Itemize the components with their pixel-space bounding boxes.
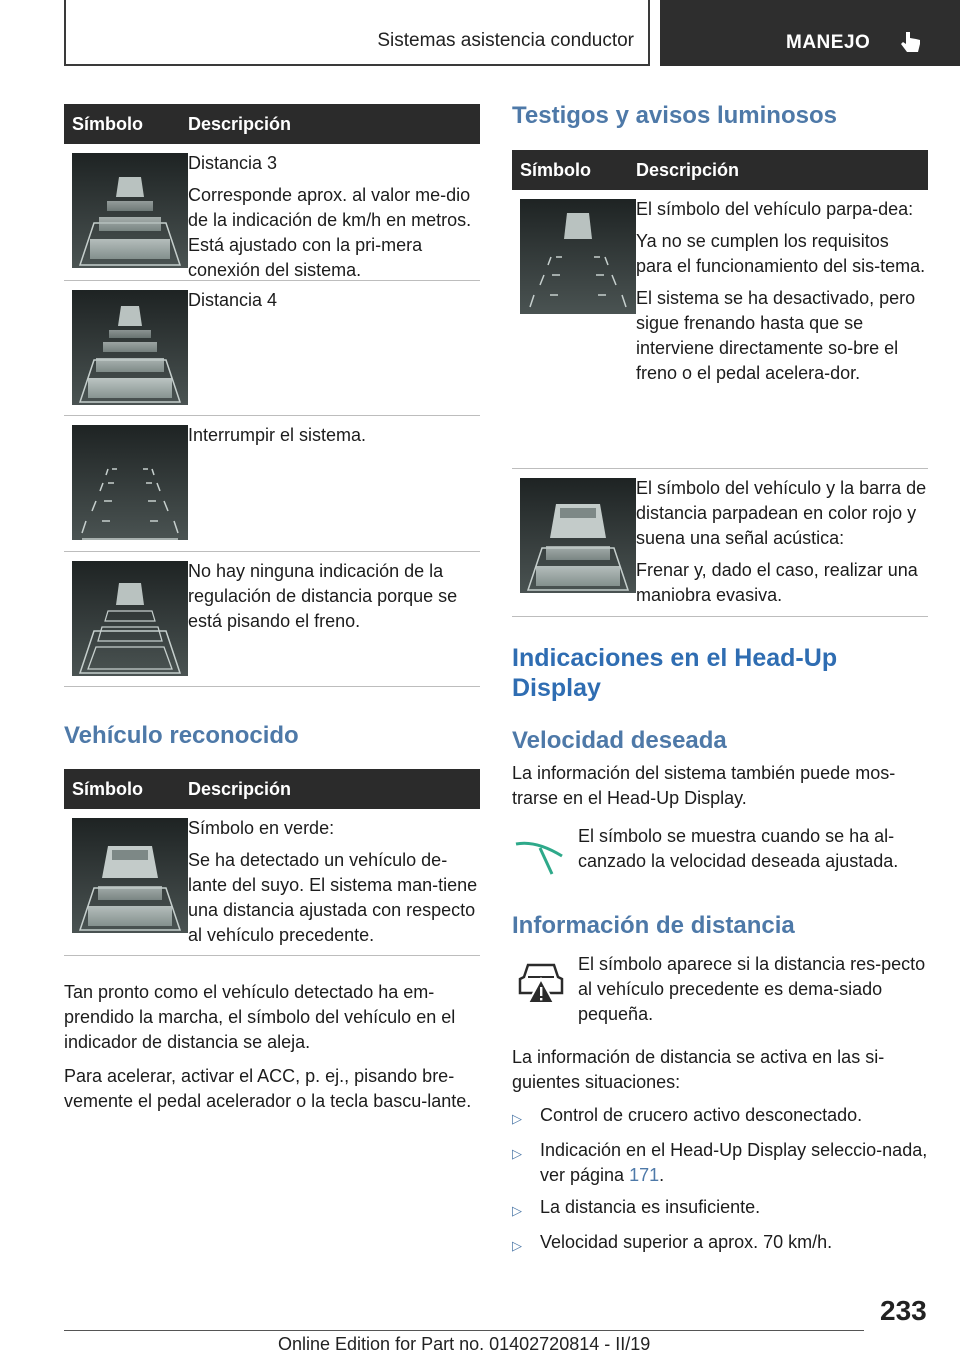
col-symbol: Símbolo	[520, 159, 591, 180]
vehicle-flashing-symbol-icon	[520, 199, 636, 314]
brake-active-symbol-icon	[72, 561, 188, 676]
row-text-1: El símbolo del vehículo y la barra de distancia parpadean en color rojo y suena una señal acústica:	[636, 478, 927, 548]
heading-distance-info: Información de distancia	[512, 912, 795, 939]
col-description: Descripción	[636, 159, 740, 180]
page-link[interactable]: 171	[629, 1165, 660, 1185]
heading-vehicle-detected: Vehículo reconocido	[64, 722, 299, 749]
speed-marker-icon	[514, 838, 564, 878]
distance-section-body	[512, 1045, 928, 1265]
heading-desired-speed: Velocidad deseada	[512, 727, 727, 754]
bullet-marker: ▷	[512, 1146, 522, 1161]
table-row	[512, 469, 928, 617]
list-item-text-end: .	[659, 1165, 665, 1185]
car-warning-icon	[516, 957, 566, 1007]
row-text-1: Distancia 3	[188, 153, 278, 173]
vehicle-detected-symbol-icon	[72, 818, 188, 933]
chapter-title: MANEJO	[786, 32, 871, 53]
row-text-1: No hay ninguna indicación de la regulación de distancia porque se está pisando el freno.	[188, 561, 458, 631]
col-symbol: Símbolo	[72, 113, 143, 134]
table-row	[64, 552, 480, 687]
list-item-text-part: Indicación en el Head-Up Display seleccio-nada, ver página	[540, 1140, 928, 1185]
bullet-marker: ▷	[512, 1238, 522, 1253]
row-text-2: Corresponde aprox. al valor me-dio de la indicación de km/h en metros. Está ajustado con la pri-mera conexión del sistema.	[188, 185, 472, 280]
row-text-2: Frenar y, dado el caso, realizar una maniobra evasiva.	[636, 560, 918, 605]
list-item	[512, 1103, 928, 1131]
footer-divider	[64, 1330, 864, 1331]
list-item-text: La distancia es insuficiente.	[540, 1197, 761, 1217]
row-text-1: Símbolo en verde:	[188, 818, 335, 838]
table-header	[64, 769, 480, 809]
paragraph: La información del sistema también puede mos-trarse en el Head-Up Display.	[512, 763, 896, 808]
row-text-1: Interrumpir el sistema.	[188, 425, 367, 445]
row-text-2: Se ha detectado un vehículo de-lante del suyo. El sistema man-tiene una distancia ajustada con respecto al vehículo precedente.	[188, 850, 478, 945]
page-number: 233	[880, 1295, 927, 1326]
bullet-marker: ▷	[512, 1203, 522, 1218]
distance-3-symbol-icon	[72, 153, 188, 268]
hand-pointer-icon	[900, 30, 922, 56]
warnings-table	[512, 150, 928, 617]
vehicle-and-bar-flashing-symbol-icon	[520, 478, 636, 593]
paragraph: La información de distancia se activa en las si-guientes situaciones:	[512, 1047, 885, 1092]
list-item	[512, 1230, 928, 1258]
table-header	[64, 104, 480, 144]
heading-hud: Indicaciones en el Head-Up Display	[512, 644, 838, 702]
paragraph: Tan pronto como el vehículo detectado ha em-prendido la marcha, el símbolo del vehículo en el indicador de distancia se aleja.	[64, 982, 456, 1052]
bullet-marker: ▷	[512, 1111, 522, 1126]
speed-icon-text: El símbolo se muestra cuando se ha al-canzado la velocidad deseada ajustada.	[578, 826, 899, 871]
header-section	[64, 0, 650, 66]
header-chapter	[660, 0, 960, 66]
distance-symbols-table	[64, 104, 480, 687]
edition-note: Online Edition for Part no. 01402720814 - II/19	[278, 1334, 651, 1354]
table-row	[64, 416, 480, 552]
distance-icon-text: El símbolo aparece si la distancia res-pecto al vehículo precedente es dema-siado pequeña.	[578, 954, 926, 1024]
table-header	[512, 150, 928, 190]
section-title: Sistemas asistencia conductor	[377, 30, 634, 51]
row-text-3: El sistema se ha desactivado, pero sigue frenando hasta que se interviene directamente so-bre el freno o el pedal acelera-dor.	[636, 288, 916, 383]
left-body-text	[64, 980, 478, 1123]
vehicle-detected-table	[64, 769, 480, 956]
row-text-2: Ya no se cumplen los requisitos para el funcionamiento del sis-tema.	[636, 231, 926, 276]
list-item-text: Velocidad superior a aprox. 70 km/h.	[540, 1232, 833, 1252]
list-item-text: Control de crucero activo desconectado.	[540, 1105, 863, 1125]
paragraph: Para acelerar, activar el ACC, p. ej., pisando bre-vemente el pedal acelerador o la tecla bascu-lante.	[64, 1066, 472, 1111]
table-row	[64, 809, 480, 956]
col-description: Descripción	[188, 113, 292, 134]
row-text-1: El símbolo del vehículo parpa-dea:	[636, 199, 914, 219]
heading-warnings: Testigos y avisos luminosos	[512, 102, 837, 129]
list-item	[512, 1138, 928, 1188]
table-row	[512, 190, 928, 469]
system-interrupted-symbol-icon	[72, 425, 188, 540]
list-item-text	[540, 1138, 928, 1188]
list-item	[512, 1195, 928, 1223]
speed-paragraph	[512, 761, 928, 820]
col-symbol: Símbolo	[72, 778, 143, 799]
table-row	[64, 281, 480, 416]
table-row	[64, 144, 480, 281]
col-description: Descripción	[188, 778, 292, 799]
row-text-1: Distancia 4	[188, 290, 278, 310]
distance-4-symbol-icon	[72, 290, 188, 405]
